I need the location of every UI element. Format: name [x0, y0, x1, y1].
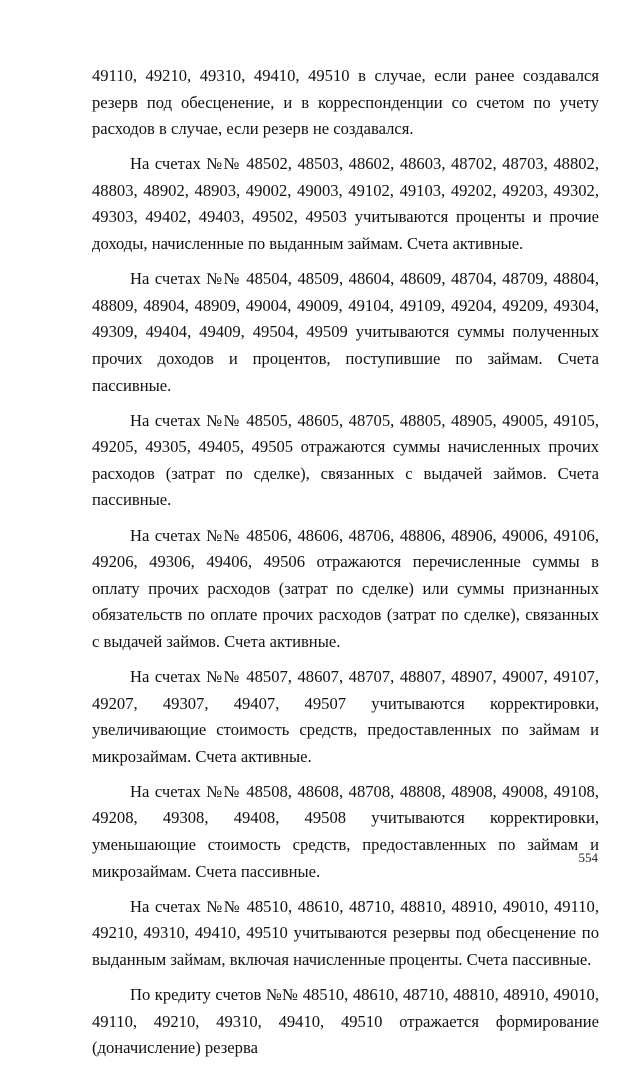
paragraph-accrued-expenses: На счетах №№ 48505, 48605, 48705, 48805, 48905, 49005, 49105, 49205, 49305, 49405, 49505 отражаются суммы начисленных прочих расходов (затрат по сделке), связанных с выдачей займов. Счета пассивные. [92, 410, 599, 510]
paragraph-paid-expenses: На счетах №№ 48506, 48606, 48706, 48806, 48906, 49006, 49106, 49206, 49306, 49406, 49506 отражаются перечисленные суммы в оплату прочих расходов (затрат по сделке) или суммы признанных обязательств по оплате прочих расходов (затрат по сделке), связанных с выдачей займов. Счета активные. [92, 525, 599, 651]
paragraph-decreasing-adjustments: На счетах №№ 48508, 48608, 48708, 48808, 48908, 49008, 49108, 49208, 49308, 49408, 49508 учитываются корректировки, уменьшающие стоимость средств, предоставленных по займам и микрозаймам. Счета пассивные. [92, 781, 599, 881]
paragraph-continuation: 49110, 49210, 49310, 49410, 49510 в случае, если ранее создавался резерв под обесценение, и в корреспонденции со счетом по учету расходов в случае, если резерв не создавался. [92, 66, 599, 139]
document-body [92, 63, 599, 1070]
paragraph-impairment-reserves: На счетах №№ 48510, 48610, 48710, 48810, 48910, 49010, 49110, 49210, 49310, 49410, 49510 учитываются резервы под обесценение по выданным займам, включая начисленные проценты. Счета пассивные. [92, 896, 599, 969]
paragraph-received-income: На счетах №№ 48504, 48509, 48604, 48609, 48704, 48709, 48804, 48809, 48904, 48909, 49004, 49009, 49104, 49109, 49204, 49209, 49304, 49309, 49404, 49409, 49504, 49509 учитываются суммы полученных прочих доходов и процентов, поступившие по займам. Счета пассивные. [92, 269, 599, 395]
paragraph-increasing-adjustments: На счетах №№ 48507, 48607, 48707, 48807, 48907, 49007, 49107, 49207, 49307, 49407, 49507 учитываются корректировки, увеличивающие стоимость средств, предоставленных по займам и микрозаймам. Счета активные. [92, 666, 599, 766]
page-number: 554 [578, 850, 598, 865]
paragraph-reserve-credit: По кредиту счетов №№ 48510, 48610, 48710, 48810, 48910, 49010, 49110, 49210, 49310, 49410, 49510 отражается формирование (доначисление) резерва [92, 985, 599, 1058]
paragraph-accrued-interest: На счетах №№ 48502, 48503, 48602, 48603, 48702, 48703, 48802, 48803, 48902, 48903, 49002, 49003, 49102, 49103, 49202, 49203, 49302, 49303, 49402, 49403, 49502, 49503 учитываются проценты и прочие доходы, начисленные по выданным займам. Счета активные. [92, 154, 599, 254]
